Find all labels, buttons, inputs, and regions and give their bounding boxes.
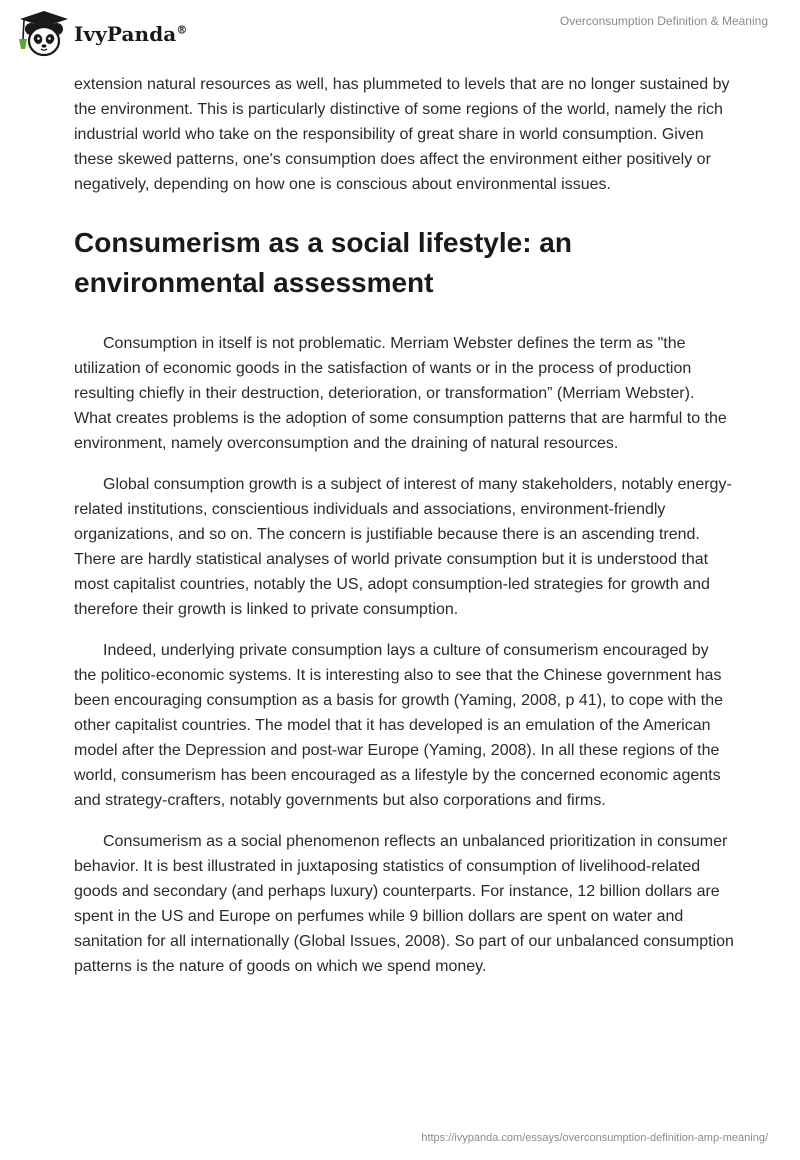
panda-graduation-cap-icon [14,9,70,59]
source-url[interactable]: https://ivypanda.com/essays/overconsumption-definition-amp-meaning/ [421,1132,768,1144]
intro-paragraph: extension natural resources as well, has plummeted to levels that are no longer sustained by the environment. This is particularly distinctive of some regions of the world, namely the rich industrial world who take on the responsibility of great share in world consumption. Given these skewed patterns, one's consumption does affect the environment either positively or negatively, depending on how one is conscious about environmental issues. [74,76,730,193]
page-header [0,0,800,64]
registered-mark: ® [176,23,188,37]
ivypanda-logo[interactable] [14,9,187,59]
article-content [74,72,734,995]
body-paragraph: Consumerism as a social phenomenon reflects an unbalanced prioritization in consumer behavior. It is best illustrated in juxtaposing statistics of consumption of livelihood-related goods and secondary (and perhaps luxury) counterparts. For instance, 12 billion dollars are spent in the US and Europe on perfumes while 9 billion dollars are spent on water and sanitation for all internationally (Global Issues, 2008). So part of our unbalanced consumption patterns is the nature of goods on which we spend money. [74,833,734,975]
section-heading: Consumerism as a social lifestyle: an environmental assessment [74,227,572,298]
brand-name: IvyPanda® [74,22,188,46]
page-title: Overconsumption Definition & Meaning [559,14,768,28]
body-paragraph: Consumption in itself is not problematic. Merriam Webster defines the term as "the utilization of economic goods in the satisfaction of wants or in the process of production resulting chiefly in their destruction, deterioration, or transformation” (Merriam Webster). What creates problems is the adoption of some consumption patterns that are harmful to the environment, namely overconsumption and the draining of natural resources. [74,335,727,452]
body-paragraph: Global consumption growth is a subject of interest of many stakeholders, notably energy-related institutions, conscientious individuals and associations, environment-friendly organizations, and so on. The concern is justifiable because there is an ascending trend. There are hardly statistical analyses of world private consumption but it is understood that most capitalist countries, notably the US, adopt consumption-led strategies for growth and therefore their growth is linked to private consumption. [74,476,732,618]
body-paragraph: Indeed, underlying private consumption lays a culture of consumerism encouraged by the politico-economic systems. It is interesting also to see that the Chinese government has been encouraging consumption as a basis for growth (Yaming, 2008, p 41), to cope with the other capitalist countries. The model that it has developed is an emulation of the American model after the Depression and post-war Europe (Yaming, 2008). In all these regions of the world, consumerism has been encouraged as a lifestyle by the concerned economic agents and strategy-crafters, notably governments but also corporations and firms. [74,642,723,809]
